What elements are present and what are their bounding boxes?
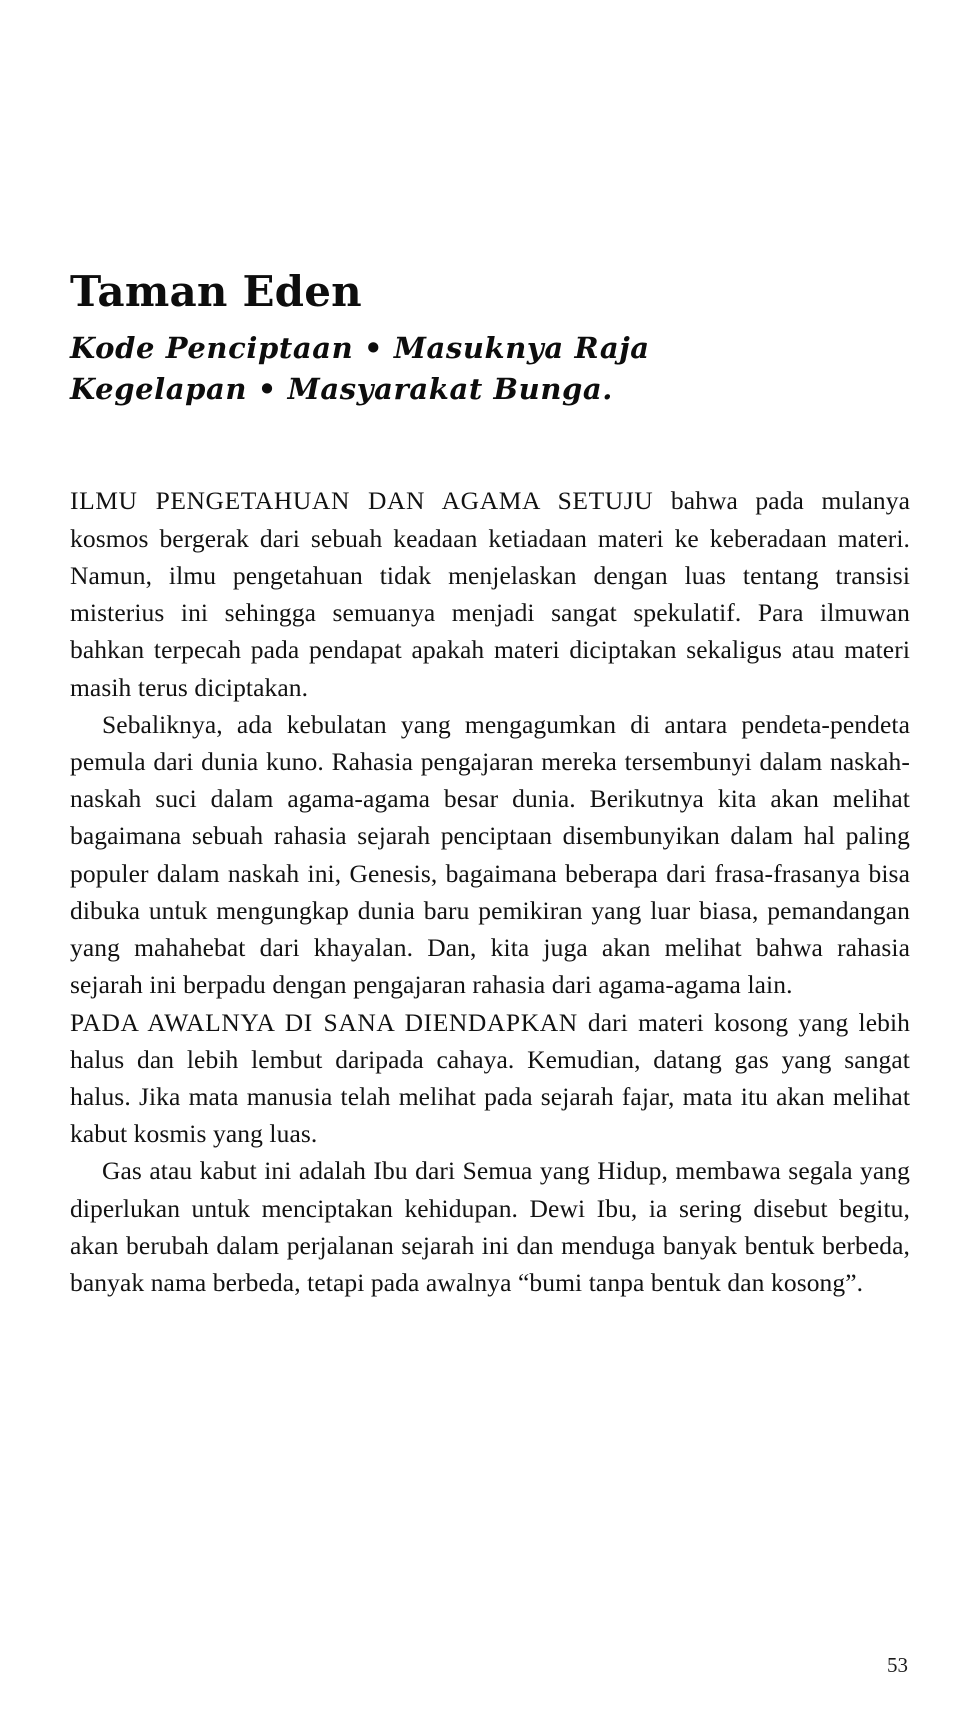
paragraph-3-opening: PADA AWALNYA DI SANA DIENDAPKAN bbox=[70, 1007, 578, 1037]
paragraph-2-text: Sebaliknya, ada kebulatan yang mengagumkan di antara pendeta-pendeta pemula dari dunia kuno. Rahasia pengajaran mereka tersembunyi dalam naskah-naskah suci dalam agama-agama besar dunia. Berikutnya kita akan melihat bagaimana sebuah rahasia sejarah penciptaan disembunyikan dalam hal paling populer dalam naskah ini, Genesis, bagaimana beberapa dari frasa-frasanya bisa dibuka untuk mengungkap dunia baru pemikiran yang luar biasa, pemandangan yang mahahebat dari khayalan. Dan, kita juga akan melihat bahwa rahasia sejarah ini berpadu dengan pengajaran rahasia dari agama-agama lain. bbox=[70, 709, 910, 1000]
page-number: 53 bbox=[887, 1653, 908, 1677]
paragraph-2 bbox=[70, 706, 910, 1004]
paragraph-3-text: dari materi kosong yang lebih halus dan lebih lembut daripada cahaya. Kemudian, datang gas yang sangat halus. Jika mata manusia telah melihat pada sejarah fajar, mata itu akan melihat kabut kosmis yang luas. bbox=[70, 1007, 910, 1149]
chapter-subtitle: Kode Penciptaan • Masuknya Raja Kegelapan • Masyarakat Bunga. bbox=[70, 331, 650, 407]
paragraph-3 bbox=[70, 1004, 910, 1153]
paragraph-1 bbox=[70, 482, 910, 705]
paragraph-1-text: bahwa pada mulanya kosmos bergerak dari sebuah keadaan ketiadaan materi ke keberadaan materi. Namun, ilmu pengetahuan tidak menjelaskan dengan luas tentang transisi misterius ini sehingga semuanya menjadi sangat spekulatif. Para ilmuwan bahkan terpecah pada pendapat apakah materi diciptakan sekaligus atau materi masih terus diciptakan. bbox=[70, 486, 910, 702]
paragraph-4 bbox=[70, 1152, 910, 1301]
paragraph-4-text: Gas atau kabut ini adalah Ibu dari Semua yang Hidup, membawa segala yang diperlukan untuk menciptakan kehidupan. Dewi Ibu, ia sering disebut begitu, akan berubah dalam perjalanan sejarah ini dan menduga banyak bentuk berbeda, banyak nama berbeda, tetapi pada awalnya “bumi tanpa bentuk dan kosong”. bbox=[70, 1156, 910, 1298]
page-content bbox=[70, 267, 910, 1301]
body-text bbox=[70, 482, 910, 1301]
paragraph-1-opening: ILMU PENGETAHUAN DAN AGAMA SETUJU bbox=[70, 486, 654, 516]
page-title: Taman Eden bbox=[70, 267, 362, 316]
